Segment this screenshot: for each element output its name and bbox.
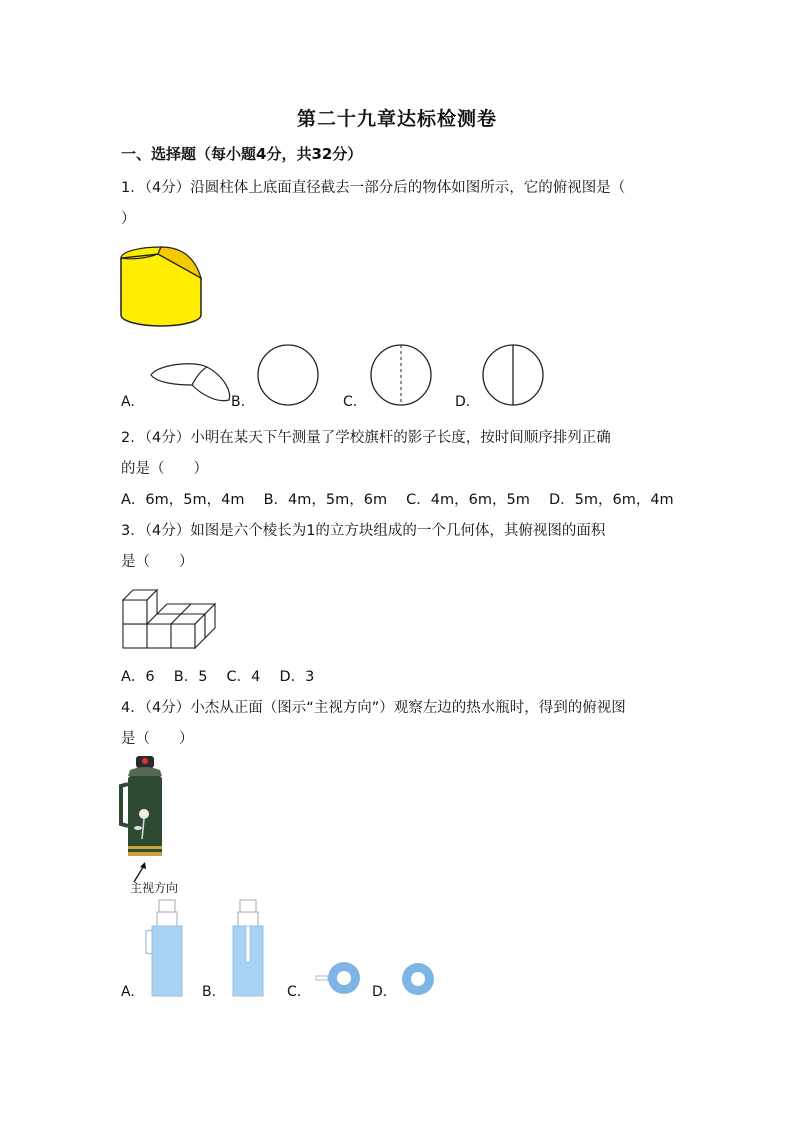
q4-option-d-ring	[400, 961, 438, 997]
cut-cylinder-figure	[118, 238, 204, 330]
question-2-text: 2．（4分）小明在某天下午测量了学校旗杆的影子长度，按时间顺序排列正确	[121, 430, 611, 446]
q1-option-b-circle	[256, 343, 320, 407]
question-1-text: 1．（4分）沿圆柱体上底面直径截去一部分后的物体如图所示，它的俯视图是（	[121, 180, 626, 196]
q1-option-b-label: B.	[231, 394, 246, 410]
q4-option-a-label: A.	[121, 984, 135, 1000]
q1-option-c-circle-dashed	[369, 343, 433, 407]
q4-option-a-bottle	[144, 898, 188, 998]
question-2-options: A．6m，5m，4m B．4m，5m，6m C．4m，6m，5m D．5m，6m，4m	[121, 492, 674, 508]
q4-option-d-label: D.	[372, 984, 388, 1000]
q1-option-a-label: A.	[121, 394, 135, 410]
question-2-text-cont: 的是（ ）	[121, 461, 208, 477]
thermos-photo-figure	[118, 754, 178, 862]
question-3-options: A．6 B．5 C．4 D．3	[121, 669, 315, 685]
figure-caption: 主视方向	[130, 881, 179, 895]
q4-option-b-label: B.	[202, 984, 217, 1000]
q4-option-b-bottle	[228, 898, 272, 998]
question-3-text-cont: 是（ ）	[121, 554, 194, 570]
q1-option-c-label: C.	[343, 394, 358, 410]
q1-option-d-label: D.	[455, 394, 471, 410]
cube-solid-figure	[120, 586, 220, 652]
question-4-text-cont: 是（ ）	[121, 731, 194, 747]
question-4-text: 4．（4分）小杰从正面（图示“主视方向”）观察左边的热水瓶时，得到的俯视图	[121, 700, 626, 716]
q4-option-c-label: C.	[287, 984, 302, 1000]
q1-option-d-circle-solid	[481, 343, 545, 407]
q4-option-c-ring-with-handle	[316, 960, 364, 998]
question-3-text: 3．（4分）如图是六个棱长为1的立方块组成的一个几何体，其俯视图的面积	[121, 523, 606, 539]
question-1-text-cont: ）	[121, 211, 136, 227]
page-title: 第二十九章达标检测卷	[296, 108, 497, 130]
q1-option-a-figure	[147, 355, 237, 405]
section-heading: 一、选择题（每小题4分，共32分）	[121, 145, 363, 163]
